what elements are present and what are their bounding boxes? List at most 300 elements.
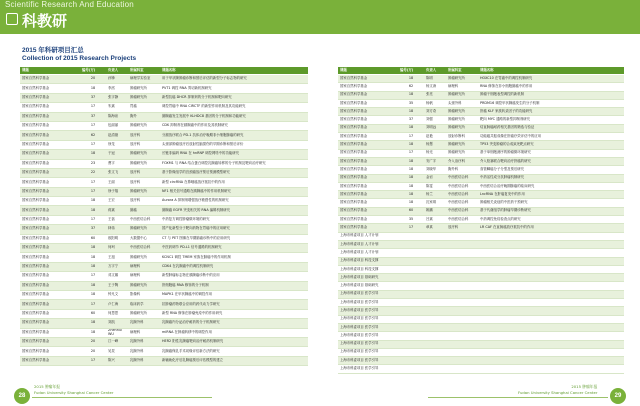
cell-person: 刘晓华: [424, 166, 446, 174]
cell-person: 林伟: [106, 225, 128, 234]
cell-person: 张文飞: [106, 168, 128, 177]
cell-project-type: 上海市科委项目 科技支撑: [338, 265, 398, 273]
cell-project-name: [478, 323, 624, 331]
cell-amount: 18: [398, 191, 424, 199]
table-row: [20, 131, 308, 140]
cell-project-name: 介入栓塞联合靶向治疗肝癌的研究: [478, 157, 624, 165]
cell-person: 杨慧: [424, 141, 446, 149]
cell-department: 放疗科: [446, 224, 478, 232]
table-row: [20, 75, 308, 84]
cell-department: 肿瘤研究所: [128, 253, 160, 262]
cell-amount: 17: [80, 187, 106, 196]
table-row: [338, 299, 624, 307]
cell-amount: [398, 348, 424, 356]
cell-amount: 22: [80, 168, 106, 177]
cell-project-type: 国家自然科学基金: [338, 133, 398, 141]
cell-department: 放疗科: [128, 140, 160, 149]
cell-person: [424, 357, 446, 365]
cell-project-type: 国家自然科学基金: [20, 347, 80, 356]
cell-department: 病理科: [128, 262, 160, 271]
cell-department: [446, 365, 478, 373]
cell-amount: 18: [398, 166, 424, 174]
cell-project-type: 国家自然科学基金: [20, 234, 80, 243]
cell-department: 中西医结合科: [446, 207, 478, 215]
cell-person: [424, 299, 446, 307]
cell-amount: 18: [80, 206, 106, 215]
table-row: [338, 357, 624, 365]
table-row: [338, 240, 624, 248]
cell-project-name: 新型 circRNA 在鼻咽癌放疗抵抗中的作用: [160, 178, 308, 187]
cell-person: 朱斌: [106, 103, 128, 112]
cell-person: 吕斌: [424, 216, 446, 224]
table-row: [20, 168, 308, 177]
right-footer-institution: Fudan University Shanghai Cancer Center: [518, 390, 598, 395]
table-row: [338, 365, 624, 373]
cell-person: 杨兰: [424, 191, 446, 199]
cell-department: 中西医结合科: [446, 174, 478, 182]
cell-department: 肿瘤研究所: [128, 84, 160, 93]
cell-project-type: 上海市科委项目 医学引导: [338, 315, 398, 323]
cell-department: 病理学实验室: [128, 75, 160, 84]
table-row: [338, 290, 624, 298]
cell-amount: 18: [80, 290, 106, 299]
table-row: [338, 149, 624, 157]
cell-project-type: 上海市科委项目 医学引导: [338, 307, 398, 315]
cell-project-type: 国家自然科学基金: [338, 108, 398, 116]
cell-person: [424, 332, 446, 340]
cell-project-type: 国家自然科学基金: [20, 178, 80, 187]
cell-person: 姚鹏: [424, 207, 446, 215]
cell-project-name: HOXC10 在胃癌中的调控机制研究: [478, 75, 624, 83]
cell-amount: 37: [80, 93, 106, 102]
cell-amount: [398, 249, 424, 257]
cell-amount: 17: [80, 356, 106, 365]
table-row: [338, 332, 624, 340]
left-footer: [34, 384, 113, 395]
cell-project-name: [478, 274, 624, 282]
table-row: [338, 282, 624, 290]
table-row: [20, 244, 308, 253]
cell-project-name: 中医药调节 PD-L1 信号通路的机制研究: [160, 244, 308, 253]
cell-amount: 18: [398, 174, 424, 182]
cell-project-name: [478, 299, 624, 307]
cell-department: 肿瘤研究所: [446, 108, 478, 116]
cell-person: 徐子翔: [106, 187, 128, 196]
cell-project-type: 国家自然科学基金: [20, 356, 80, 365]
header-project-name: 课题名称: [160, 67, 308, 75]
cell-amount: [398, 282, 424, 290]
cell-person: [424, 323, 446, 331]
cell-department: 肿瘤研究所: [446, 124, 478, 132]
header-project-name: 课题名称: [478, 67, 624, 75]
left-footer-divider: [32, 397, 212, 398]
cell-department: 肿瘤研究所: [128, 309, 160, 318]
cell-project-name: 长链非编码 RNA 在 hnRNP 调控网络中的功能研究: [160, 150, 308, 159]
cell-project-type: 国家自然科学基金: [338, 182, 398, 190]
cell-person: [424, 348, 446, 356]
table-row: [338, 191, 624, 199]
cell-amount: 17: [80, 103, 106, 112]
table-row: [20, 337, 308, 346]
cell-department: [446, 249, 478, 257]
cell-amount: 37: [80, 112, 106, 121]
cell-person: 徐龙: [106, 140, 128, 149]
table-row: [338, 348, 624, 356]
cell-project-type: 上海市科委项目 医学引导: [338, 365, 398, 373]
cell-project-name: 中药复方调控肿瘤微环境的研究: [160, 215, 308, 224]
header-project-type: 课题: [20, 67, 80, 75]
cell-amount: 62: [80, 131, 106, 140]
banner-title: 科教研: [22, 12, 68, 30]
left-projects-table: [20, 67, 308, 366]
cell-project-type: 国家自然科学基金: [338, 124, 398, 132]
cell-person: 陈明: [424, 75, 446, 83]
cell-person: [424, 257, 446, 265]
cell-department: 放疗科: [128, 178, 160, 187]
cell-department: 头颈外科: [446, 99, 478, 107]
cell-project-name: 功能磁共振成像在肝癌疗效评估中的应用: [478, 133, 624, 141]
cell-department: 乳腺外科: [128, 337, 160, 346]
cell-department: 放射诊断科: [446, 133, 478, 141]
cell-amount: 18: [398, 157, 424, 165]
table-row: [20, 328, 308, 337]
table-row: [338, 274, 624, 282]
cell-project-type: 国家自然科学基金: [20, 168, 80, 177]
cell-department: [446, 340, 478, 348]
cell-amount: 18: [80, 244, 106, 253]
cell-project-name: 肺腺癌 EGFR 突变相关的 RNA 编辑机制研究: [160, 206, 308, 215]
cell-department: 肿瘤研究所: [128, 159, 160, 168]
right-page-number: 29: [610, 388, 626, 404]
section-title-en: Collection of 2015 Research Projects: [22, 55, 137, 62]
cell-project-type: 国家自然科学基金: [338, 191, 398, 199]
left-page-number: 28: [14, 388, 30, 404]
cell-department: 肿瘤研究所: [128, 121, 160, 130]
cell-amount: [398, 257, 424, 265]
table-row: [338, 307, 624, 315]
table-row: [20, 159, 308, 168]
cell-amount: 35: [398, 216, 424, 224]
cell-amount: [398, 332, 424, 340]
cell-project-type: 国家自然科学基金: [338, 199, 398, 207]
cell-project-type: 国家自然科学基金: [20, 150, 80, 159]
cell-project-name: [478, 232, 624, 240]
cell-project-type: 国家自然科学基金: [20, 121, 80, 130]
table-row: [20, 319, 308, 328]
cell-department: 中西医结合科: [446, 191, 478, 199]
cell-project-name: 新辅助化疗后乳腺癌预后评估模型的建立: [160, 356, 308, 365]
table-row: [20, 121, 308, 130]
cell-project-name: PVT1 调控 RNA 剪切新机制研究: [160, 84, 308, 93]
table-row: [20, 290, 308, 299]
table-row: [338, 133, 624, 141]
cell-project-type: 国家自然科学基金: [338, 91, 398, 99]
table-row: [20, 309, 308, 318]
cell-department: [446, 332, 478, 340]
cell-department: [446, 307, 478, 315]
header-project-type: 课题: [338, 67, 398, 75]
cell-amount: 17: [80, 121, 106, 130]
cell-project-name: [478, 365, 624, 373]
cell-department: [446, 290, 478, 298]
cell-department: [446, 274, 478, 282]
cell-project-type: 国家自然科学基金: [20, 112, 80, 121]
cell-project-type: 国家自然科学基金: [338, 141, 398, 149]
cell-project-name: 肿瘤干细胞表型调控的新机制: [478, 91, 624, 99]
table-row: [338, 116, 624, 124]
table-row: [20, 178, 308, 187]
cell-amount: 35: [398, 99, 424, 107]
cell-project-name: 肿瘤相关炎症的中医药干预研究: [478, 199, 624, 207]
table-row: [338, 108, 624, 116]
cell-project-name: PRDM16 调控甲状腺癌发生的分子机制: [478, 99, 624, 107]
cell-department: 肿瘤研究所: [446, 149, 478, 157]
cell-project-name: RNA 修饰在非小细胞肺癌中的作用: [478, 83, 624, 91]
cell-person: 陈兴: [106, 356, 128, 365]
cell-project-type: 国家自然科学基金: [338, 75, 398, 83]
cell-person: 安广宇: [424, 157, 446, 165]
cell-project-type: 国家自然科学基金: [20, 206, 80, 215]
table-row: [20, 197, 308, 206]
cell-person: 孙锋: [106, 75, 128, 84]
cell-person: [424, 307, 446, 315]
cell-amount: [398, 240, 424, 248]
cell-amount: 18: [80, 150, 106, 159]
cell-project-type: 国家自然科学基金: [338, 99, 398, 107]
cell-person: 吴炅: [106, 347, 128, 356]
table-row: [338, 124, 624, 132]
table-row: [338, 216, 624, 224]
cell-project-name: [478, 240, 624, 248]
table-row: [20, 300, 308, 309]
cell-person: 蒋斌: [106, 206, 128, 215]
cell-project-name: 肝细胞癌 RNA 修饰的分子机制: [160, 281, 308, 290]
cell-project-type: 国家自然科学基金: [338, 216, 398, 224]
table-row: [20, 262, 308, 271]
cell-person: 赵清绪: [106, 131, 128, 140]
cell-person: 王旭: [106, 253, 128, 262]
cell-amount: [398, 315, 424, 323]
table-row: [20, 253, 308, 262]
cell-project-name: [478, 282, 624, 290]
table-row: [20, 140, 308, 149]
cell-project-name: [478, 307, 624, 315]
cell-project-type: 上海市科委项目 医学引导: [338, 357, 398, 365]
cell-project-name: 中西医结合治疗晚期肺癌的临床研究: [478, 182, 624, 190]
cell-project-type: 国家自然科学基金: [20, 319, 80, 328]
cell-person: 刘凯: [106, 319, 128, 328]
cell-amount: [398, 357, 424, 365]
cell-department: [446, 357, 478, 365]
table-row: [338, 315, 624, 323]
cell-project-type: 国家自然科学基金: [20, 75, 80, 84]
cell-project-type: 国家自然科学基金: [20, 197, 80, 206]
cell-department: 中西医结合科: [128, 244, 160, 253]
cell-project-name: 肝癌 KLF 家族转录因子的功能研究: [478, 108, 624, 116]
cell-project-name: 基于代谢组学的肿瘤早期诊断研究: [478, 207, 624, 215]
header-person: 负责人: [106, 67, 128, 75]
cell-project-name: 新型抗癌 DHCR 抑制剂的分子机制和靶向研究: [160, 93, 308, 102]
cell-person: 万宇宁: [106, 262, 128, 271]
cell-amount: 17: [80, 272, 106, 281]
cell-person: [424, 249, 446, 257]
table-row: [338, 340, 624, 348]
cell-project-type: 国家自然科学基金: [338, 116, 398, 124]
cell-person: 刘方奇: [424, 108, 446, 116]
cell-department: 中西医结合科: [446, 199, 478, 207]
cell-project-type: 国家自然科学基金: [20, 215, 80, 224]
cell-person: 何思思: [106, 309, 128, 318]
cell-amount: 20: [80, 75, 106, 84]
table-row: [338, 83, 624, 91]
cell-project-name: [478, 249, 624, 257]
cell-department: 肿瘤研究所: [446, 75, 478, 83]
cell-project-name: CDK4 在乳腺癌中的调控机制研究: [160, 262, 308, 271]
table-row: [338, 249, 624, 257]
cell-project-type: 国家自然科学基金: [20, 131, 80, 140]
cell-amount: 18: [398, 141, 424, 149]
cell-project-type: 国家自然科学基金: [338, 157, 398, 165]
cell-department: [446, 240, 478, 248]
cell-department: [446, 299, 478, 307]
cell-project-type: 国家自然科学基金: [20, 290, 80, 299]
cell-project-name: 抗肿瘤药物联合应用的药代动力学研究: [160, 300, 308, 309]
header-amount: 编号(万): [398, 67, 424, 75]
cell-project-type: 国家自然科学基金: [20, 253, 80, 262]
cell-amount: 17: [398, 224, 424, 232]
cell-person: [424, 274, 446, 282]
cell-department: 中西医结合科: [128, 215, 160, 224]
cell-project-type: 国家自然科学基金: [20, 84, 80, 93]
cell-amount: 60: [398, 207, 424, 215]
cell-project-name: 用于甲状腺肿瘤诊断和预后评估的新型分子标志物的研究: [160, 75, 308, 84]
cell-person: Zhenhui WU: [106, 328, 128, 337]
cell-project-type: 国家自然科学基金: [20, 244, 80, 253]
cell-amount: 18: [80, 253, 106, 262]
cell-project-name: [478, 332, 624, 340]
cell-department: [446, 348, 478, 356]
cell-project-type: 国家自然科学基金: [338, 149, 398, 157]
cell-department: 放疗科: [128, 168, 160, 177]
table-row: [20, 112, 308, 121]
cell-amount: 60: [80, 309, 106, 318]
table-row: [20, 215, 308, 224]
table-row: [338, 141, 624, 149]
cell-amount: 18: [398, 199, 424, 207]
table-header-row: [20, 67, 308, 75]
cell-person: 曹宇: [106, 159, 128, 168]
cell-department: 肿瘤研究所: [446, 141, 478, 149]
header-department: 所属科室: [128, 67, 160, 75]
cell-person: 章真: [424, 224, 446, 232]
cell-person: [424, 340, 446, 348]
cell-project-name: Aurora A 抑制剂增强放疗敏感性的机制研究: [160, 197, 308, 206]
cell-amount: 37: [80, 225, 106, 234]
cell-amount: [398, 274, 424, 282]
cell-person: [424, 282, 446, 290]
cell-amount: 18: [80, 319, 106, 328]
cell-project-name: miRNA 在肿瘤转移中的调控作用: [160, 328, 308, 337]
cell-project-type: 上海市科委项目 人才计划: [338, 249, 398, 257]
cell-department: [446, 257, 478, 265]
table-header-row: [338, 67, 624, 75]
cell-department: 肿瘤研究所: [128, 187, 160, 196]
section-heading: [22, 47, 136, 63]
cell-project-name: 食管鳞癌分子分型及预后研究: [478, 166, 624, 174]
table-row: [20, 225, 308, 234]
cell-amount: 18: [80, 262, 106, 271]
right-footer-divider: [428, 397, 608, 398]
table-row: [20, 206, 308, 215]
cell-person: 江一峰: [106, 337, 128, 346]
cell-department: [446, 323, 478, 331]
cell-department: 影像科: [128, 290, 160, 299]
cell-person: 包丽丽: [106, 121, 128, 130]
cell-project-type: 国家自然科学基金: [20, 159, 80, 168]
cell-department: 胃癌: [128, 103, 160, 112]
cell-person: 邓文娜: [106, 272, 128, 281]
cell-project-type: 国家自然科学基金: [20, 272, 80, 281]
cell-project-name: [478, 290, 624, 298]
cell-department: 中西医结合科: [446, 182, 478, 190]
cell-person: 王子陶: [106, 281, 128, 290]
left-footer-report: 2015 肿瘤年报: [34, 384, 61, 389]
table-row: [338, 99, 624, 107]
cell-person: [424, 315, 446, 323]
cell-project-name: CDK 抑制剂在胰腺癌中的作用及其机制研究: [160, 121, 308, 130]
cell-project-name: 结直肠癌耐药相关基因的筛选与验证: [478, 124, 624, 132]
cell-amount: 17: [398, 133, 424, 141]
cell-amount: 17: [80, 300, 106, 309]
cell-person: [424, 265, 446, 273]
cell-project-type: 国家自然科学基金: [338, 174, 398, 182]
cell-department: 肺癌: [128, 206, 160, 215]
table-row: [338, 257, 624, 265]
table-row: [338, 157, 624, 165]
cell-person: 王宏: [106, 197, 128, 206]
cell-project-name: 乳腺癌内分泌治疗耐药的分子机制研究: [160, 319, 308, 328]
cell-project-type: 国家自然科学基金: [20, 328, 80, 337]
cell-project-name: HER2 阳性乳腺癌靶向治疗耐药机制研究: [160, 337, 308, 346]
cell-person: 何珂: [106, 244, 128, 253]
cell-department: 中西医结合科: [446, 216, 478, 224]
left-footer-institution: Fudan University Shanghai Cancer Center: [34, 390, 114, 395]
cell-project-name: LncRNA 在肝癌复发中的作用: [478, 191, 624, 199]
cell-department: 肿瘤研究所: [128, 93, 160, 102]
cell-amount: 18: [398, 108, 424, 116]
cell-amount: 18: [398, 75, 424, 83]
table-row: [338, 232, 624, 240]
cell-person: [424, 290, 446, 298]
cell-person: 李嵩: [106, 84, 128, 93]
cell-amount: 23: [80, 159, 106, 168]
cell-amount: [398, 232, 424, 240]
table-row: [20, 103, 308, 112]
cell-department: 肿瘤研究所: [128, 150, 160, 159]
cell-project-type: 上海市科委项目 医学引导: [338, 340, 398, 348]
cell-project-name: 靶向 MYC 通路的新型抑制剂研究: [478, 116, 624, 124]
cell-amount: [398, 290, 424, 298]
cell-project-name: [478, 315, 624, 323]
cell-project-name: NF1 相关信号通路在胰腺癌中的作用机制研究: [160, 187, 308, 196]
table-row: [20, 187, 308, 196]
cell-project-name: 分割放疗联合 PD-1 抗体治疗晚期非小细胞肺癌的研究: [160, 131, 308, 140]
cell-amount: 17: [80, 215, 106, 224]
cell-project-name: 调控胃癌中 RNA CIRCTF 的新型作用机制及其功能研究: [160, 103, 308, 112]
cell-project-name: KCNC1 调控 TMEM 家族在肺癌中的作用机制: [160, 253, 308, 262]
cell-person: 张宇静: [106, 93, 128, 102]
section-logo-icon: [6, 13, 18, 25]
